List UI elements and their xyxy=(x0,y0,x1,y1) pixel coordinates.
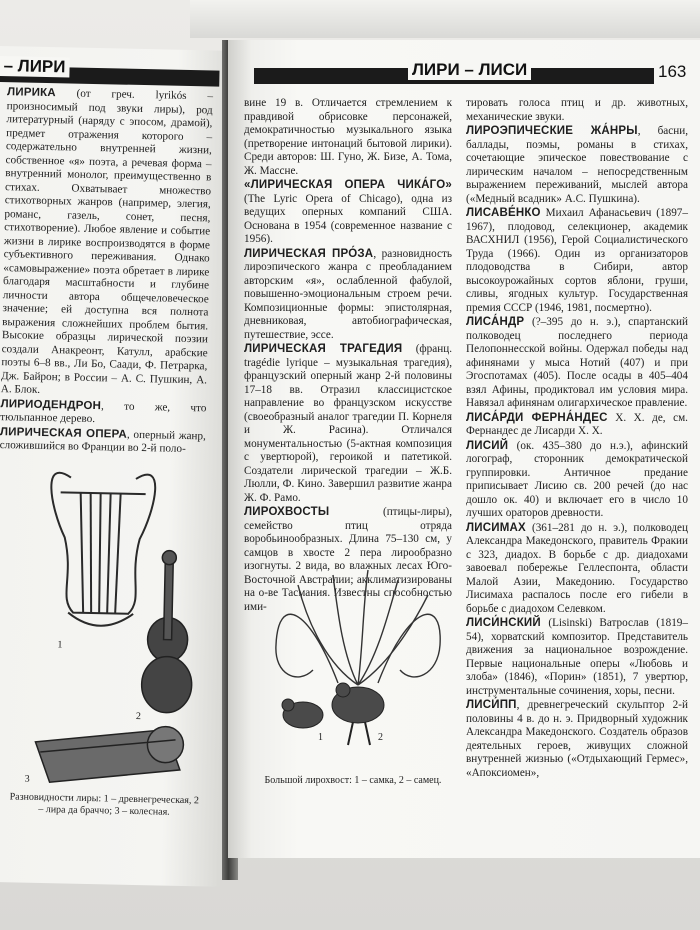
entry-text: , разновидность лироэпического жанра с преобладанием авторским «я», ослабленной фабулой, повышенно-эмоциональным строем речи. Композиционные формы: эпистолярная, дневниковая, автобиографическая, путешествие, эссе. xyxy=(244,247,452,341)
entry xyxy=(244,97,452,178)
figure-label: 1 xyxy=(318,732,323,743)
entry-term: «ЛИРИЧЕСКАЯ ОПЕРА ЧИКА́ГО» xyxy=(244,179,452,191)
entry-text: , древнегреческий скульптор 2-й половины 4 в. до н. э. Придворный художник Александра Македонского. Создатель образов деятельных героев, живущих сложной внутренней жизнью («Отдыхающий Гермес», «Апоксиомен», xyxy=(466,699,688,779)
entry-term: ЛИРОЭПИЧЕСКИЕ ЖА́НРЫ xyxy=(466,125,638,137)
entry-term: ЛИСА́НДР xyxy=(466,316,525,328)
entry xyxy=(466,522,688,617)
left-column xyxy=(0,86,213,458)
entry-text: Х. Х. де, см. Фернандес де Лисарди Х. Х. xyxy=(466,411,688,437)
right-header-title: ЛИРИ – ЛИСИ xyxy=(408,60,531,80)
entry-text: (Lisinski) Ватрослав (1819–54), хорватский композитор. Представитель движения за национальное возрождение. Первые национальные оперы «Любовь и злоба» (1846), «Порин» (1851), 7 увертюр, инструментальные сочинения, хоры, песни. xyxy=(466,617,688,697)
figure-label: 2 xyxy=(378,732,383,743)
left-header-title: – ЛИРИ xyxy=(0,56,70,77)
entry xyxy=(466,97,688,124)
lyrebird-caption: Большой лирохвост: 1 – самка, 2 – самец. xyxy=(264,775,442,786)
entry-text: (361–281 до н. э.), полководец Александра Македонского, правитель Фракии с 323, диадох. В борьбе с др. диадохами завоевал побережье Геллеспонта, области Малой Азии, Македонию. Государство Лисимаха распалось после его гибели в борьбе с диадохом Селевком. xyxy=(466,521,688,615)
entry-term: ЛИСИМАХ xyxy=(466,521,526,534)
entry xyxy=(244,248,452,343)
entry-text: вине 19 в. Отличается стремлением к правдивой обрисовке персонажей, демократичностью музыкального языка (претворение интонаций бытовой лирики). Среди авторов: Ш. Гуно, Ж. Бизе, А. Тома, Ж. Массне. xyxy=(244,97,452,177)
entry-text: , басни, баллады, поэмы, романы в стихах, сочетающие эпическое повествование с лирическим началом – непосредственным выражением переживаний, мыслей автора («Медный всадник» А.С. Пушкина). xyxy=(466,125,688,205)
entry-term: ЛИРИЧЕСКАЯ ОПЕРА xyxy=(0,425,128,441)
right-page xyxy=(228,40,700,858)
entry-term: ЛИСА́РДИ ФЕРНА́НДЕС xyxy=(466,411,608,424)
figure-label: 1 xyxy=(57,639,63,651)
entry-text: , оперный жанр, сложившийся во Франции во 2-й поло- xyxy=(0,428,207,455)
entry xyxy=(466,412,688,439)
entry xyxy=(466,440,688,521)
entry-text: тировать голоса птиц и др. животных, механические звуки. xyxy=(466,97,688,123)
lyre-caption: Разновидности лиры: 1 – древнегреческая, 2 – лира да браччо; 3 – колесная. xyxy=(9,791,199,818)
entry-text: , то же, что тюльпанное дерево. xyxy=(0,399,207,426)
entry-term: ЛИРОХВОСТЫ xyxy=(244,506,330,518)
entry-term: ЛИСАВЕ́НКО xyxy=(466,207,541,219)
entry-term: ЛИРИОДЕНДРОН xyxy=(0,397,102,412)
entry-text: (франц. tragédie lyrique – музыкальная трагедия), французский оперный жанр 2-й половины 17–18 вв. Отразил классицистское направление во французском искусстве (своеобразный аналог трагедии П. Корнеля и Ж. Расина). Отличался монументальностью (5-актная композиция с увертюрой), героикой и патетикой. Создатели лирической трагедии – Ж.Б. Люлли, Ф. Кино. Завершил развитие жанра Ж. Ф. Рамо. xyxy=(244,343,452,504)
entry xyxy=(466,207,688,315)
lyrebird-illustration xyxy=(268,565,448,755)
entry-text: (птицы-лиры), семейство птиц отряда воробьинообразных. Длина 75–130 см, у самцов в хвосте 2 пера лирообразно изогнуты. 2 вида, во влажных лесах Юго-Восточной Австралии; акклиматизированы на о-ве Тасмания. Известны способностью ими- xyxy=(244,506,452,613)
entry xyxy=(0,398,207,429)
entry-term: ЛИСИ́НСКИЙ xyxy=(466,617,541,629)
entry-text: (ок. 435–380 до н.э.), афинский логограф, сторонник демократической группировки. Античное предание приписывает Лисию св. 200 речей (до нас дошло ок. 40) и включает его в число 10 лучших ораторов древности. xyxy=(466,439,688,519)
entry-text: Михаил Афанасьевич (1897–1967), плодовод, селекционер, академик ВАСХНИЛ (1956), Герой Социалистического Труда (1966). Один из организаторов плодоводства в Сибири, автор высокоурожайных сортов яблони, груши, сливы, ягодных культур. Государственная премия СССР (1946, 1981, посмертно). xyxy=(466,207,688,314)
entry-term: ЛИСИЙ xyxy=(466,439,509,452)
entry xyxy=(244,179,452,247)
left-page xyxy=(0,46,238,887)
entry xyxy=(1,86,213,401)
entry-term: ЛИРИКА xyxy=(6,86,56,100)
figure-label: 3 xyxy=(24,773,30,785)
lyre-illustration xyxy=(14,437,211,791)
entry xyxy=(466,316,688,411)
entry-text: (от греч. lyrikós – произносимый под звуки лиры), род литературный (наряду с эпосом, драмой), предмет отражения которого – содержательно внутренней жизни, собственное «я» поэта, а речевая форма – внутренний монолог, преимущественно в стихах. Охватывает множество стихотворных жанров (например, элегия, романс, газель, сонет, песня, стихотворение). Любое явление и событие жизни в лирике воспроизводятся в форме субъективного переживания. Однако «самовыражение» поэта обретает в лирике благодаря масштабности и глубине личности автора общечеловеческое значение; ей доступна вся полнота выражения сложнейших проблем бытия. Высокие образцы лирической поэзии создали Анакреонт, Катулл, арабские поэты 6–8 вв., Ли Бо, Саади, Ф. Петрарка, Дж. Байрон; в России – А. С. Пушкин, А. А. Блок. xyxy=(0,87,214,396)
entry xyxy=(466,125,688,206)
right-column-2 xyxy=(466,97,688,781)
figure-label: 2 xyxy=(135,710,142,723)
entry xyxy=(466,699,688,780)
entry xyxy=(466,617,688,698)
page-number: 163 xyxy=(658,62,687,81)
next-page-edge xyxy=(190,0,700,38)
entry-text: (The Lyric Opera of Chicago), одна из ведущих оперных компаний США. Основана в 1954 (современное название с 1956). xyxy=(244,192,452,245)
entry xyxy=(244,343,452,505)
entry-text: (?–395 до н. э.), спартанский полководец последнего периода Пелопоннесской войны. Одержал победы над афинянами у мыса Нотий (407) и при Эгоспотамах (405). После осады в 405–404 взял Афины, продиктовал им условия мира. Навязал афинянам олигархическое правление. xyxy=(466,316,688,409)
entry-term: ЛИРИЧЕСКАЯ ТРАГЕДИЯ xyxy=(244,343,403,355)
entry-term: ЛИРИЧЕСКАЯ ПРО́ЗА xyxy=(244,247,374,260)
entry-term: ЛИСИ́ПП xyxy=(466,699,517,711)
right-column-1 xyxy=(244,97,452,615)
